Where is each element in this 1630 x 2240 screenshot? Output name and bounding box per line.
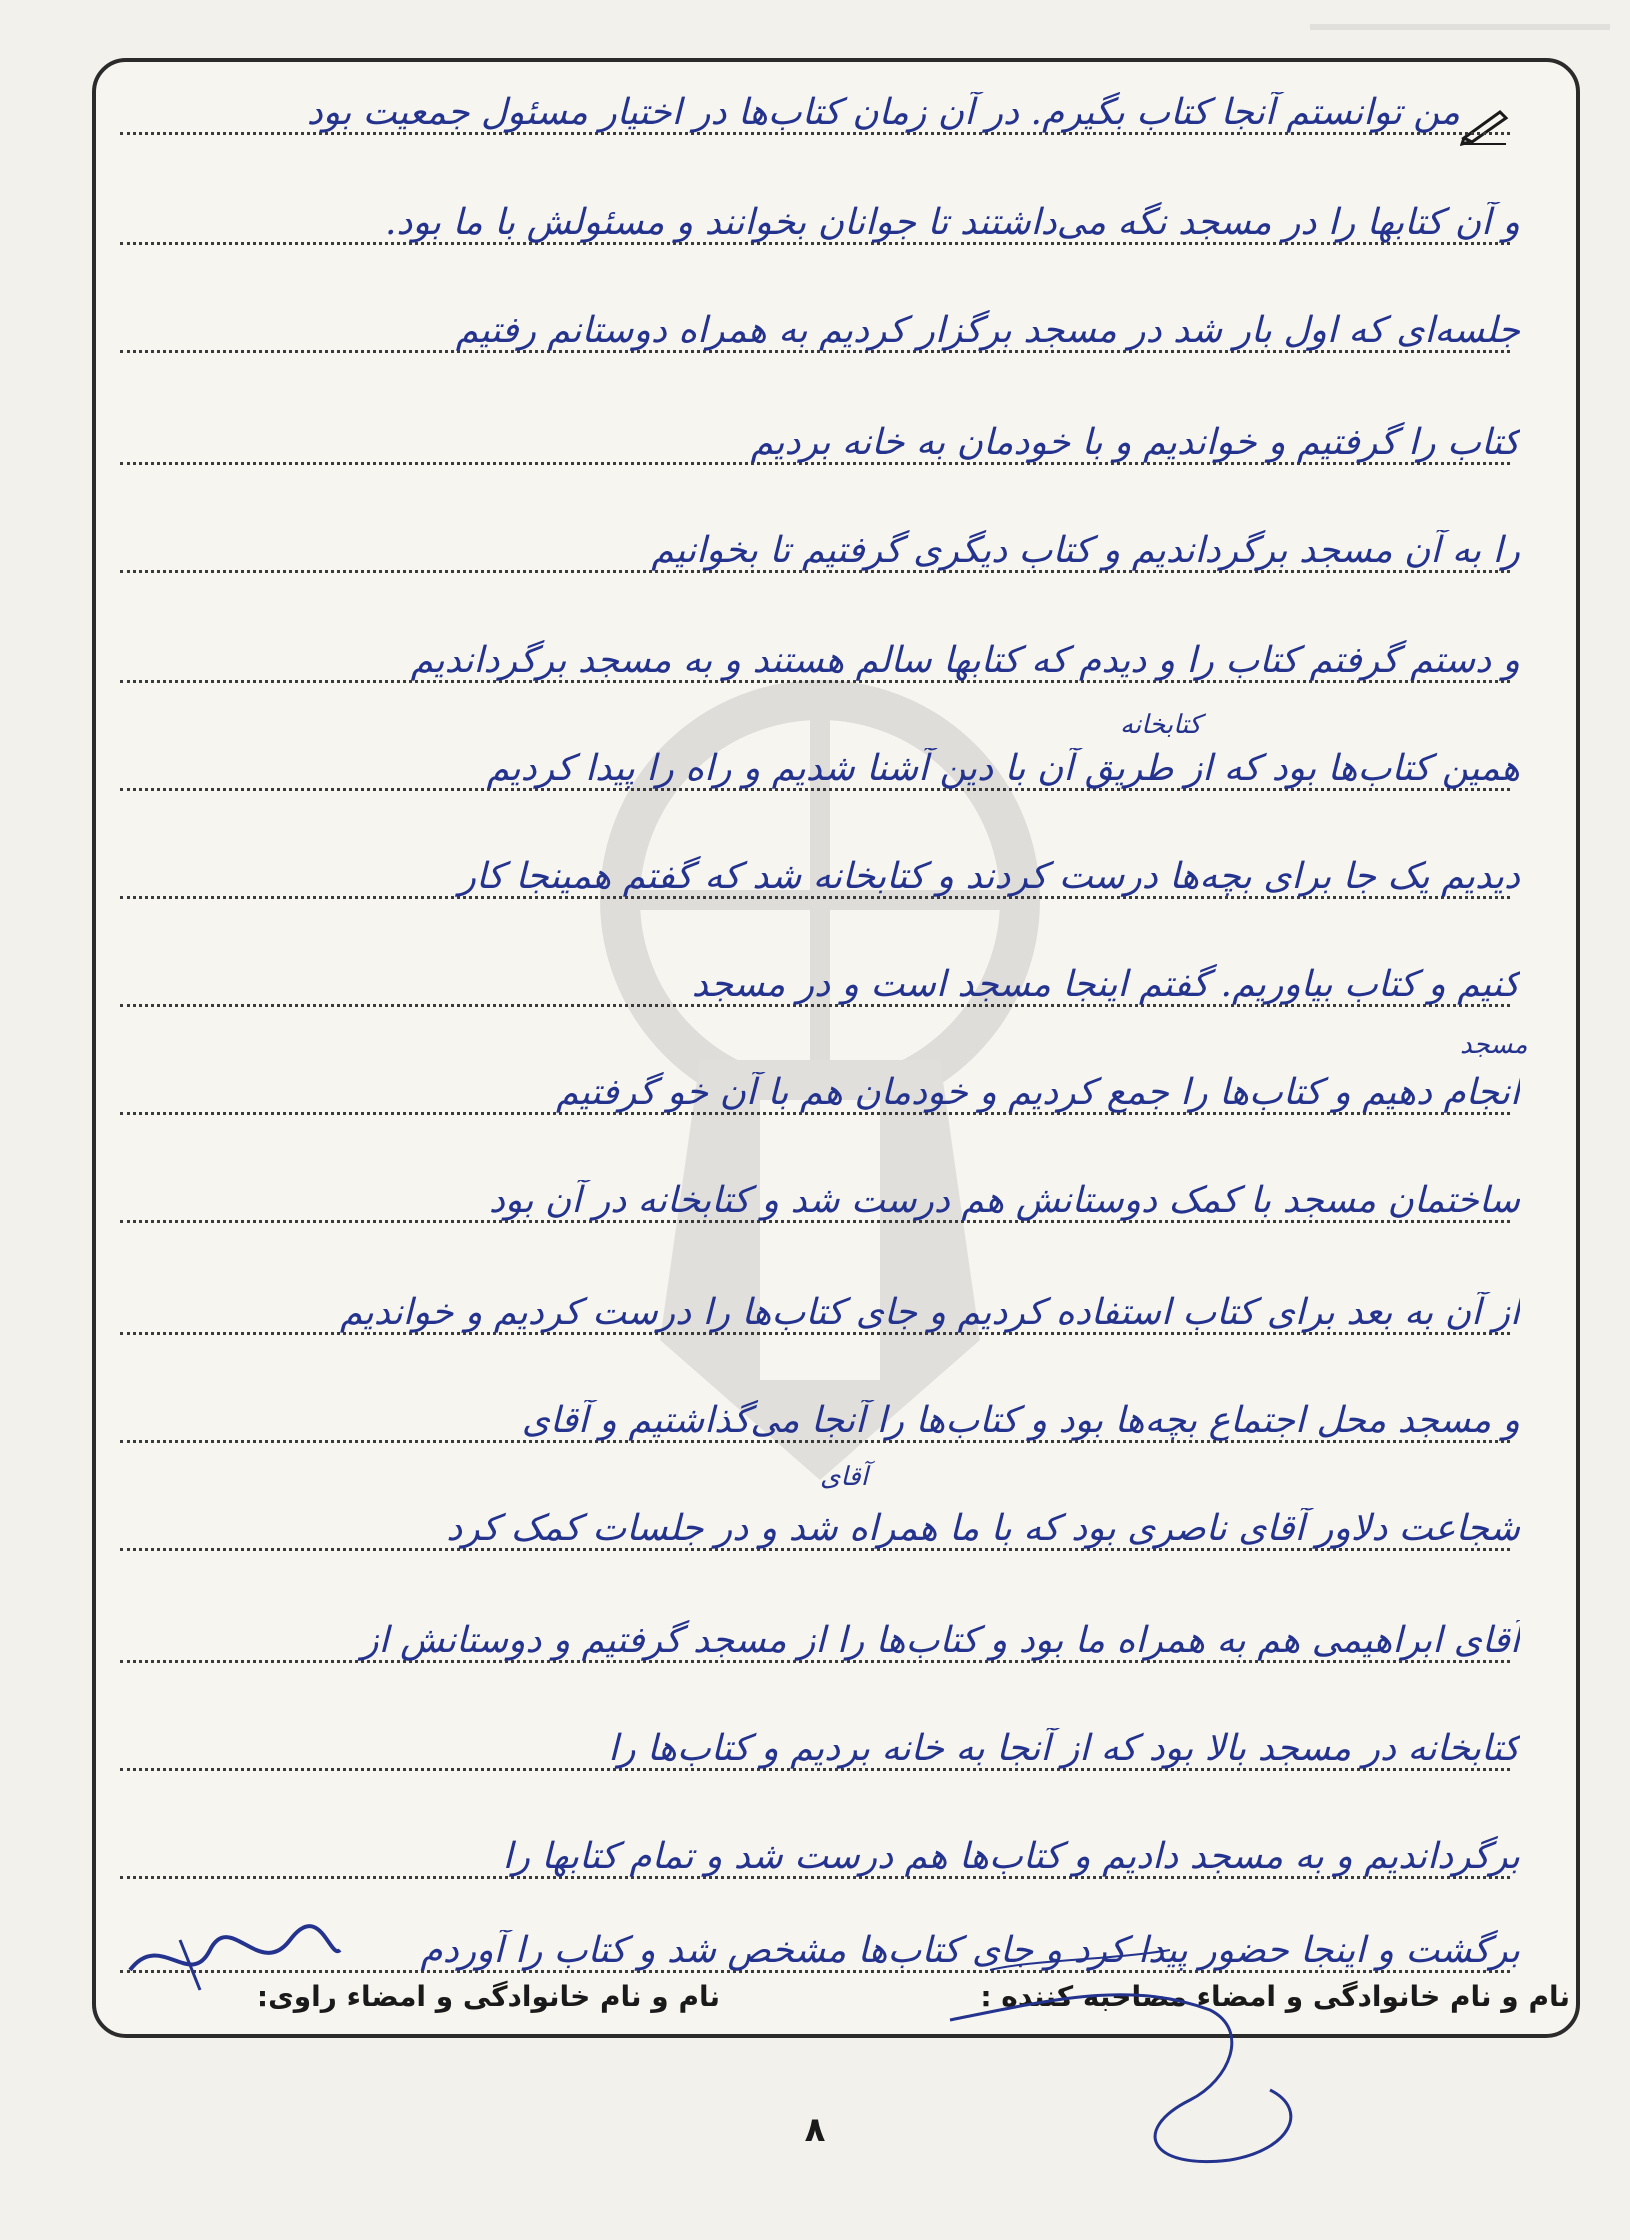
handwritten-line: و مسجد محل اجتماع بچه‌ها بود و کتاب‌ها را آنجا می‌گذاشتیم و آقای bbox=[521, 1400, 1520, 1441]
handwritten-line: دیدیم یک جا برای بچه‌ها درست کردند و کتابخانه شد که گفتم همینجا کار bbox=[458, 856, 1520, 897]
handwritten-line: ساختمان مسجد با کمک دوستانش هم درست شد و کتابخانه در آن بود bbox=[488, 1180, 1520, 1221]
handwritten-line: من توانستم آنجا کتاب بگیرم. در آن زمان کتاب‌ها در اختیار مسئول جمعیت بود bbox=[306, 92, 1460, 133]
handwritten-line: کتاب را گرفتیم و خواندیم و با خودمان به خانه بردیم bbox=[750, 422, 1520, 463]
handwritten-line: برگرداندیم و به مسجد دادیم و کتاب‌ها هم درست شد و تمام کتابها را bbox=[502, 1836, 1520, 1877]
handwritten-line: از آن به بعد برای کتاب استفاده کردیم و جای کتاب‌ها را درست کردیم و خواندیم bbox=[339, 1292, 1520, 1333]
handwritten-line: انجام دهیم و کتاب‌ها را جمع کردیم و خودمان هم با آن خو گرفتیم bbox=[555, 1072, 1520, 1113]
handwritten-body bbox=[120, 70, 1550, 1971]
handwritten-insert: مسجد bbox=[1460, 1030, 1528, 1060]
handwritten-line: همین کتاب‌ها بود که از طریق آن با دین آشنا شدیم و راه را پیدا کردیم bbox=[486, 748, 1520, 789]
handwritten-line: شجاعت دلاور آقای ناصری بود که با ما همراه شد و در جلسات کمک کرد bbox=[446, 1508, 1520, 1549]
handwritten-insert: کتابخانه bbox=[1120, 710, 1202, 740]
page-number: ۸ bbox=[804, 2110, 826, 2150]
faded-header-text bbox=[1300, 10, 1630, 50]
handwritten-insert: آقای bbox=[820, 1462, 868, 1492]
handwritten-line: جلسه‌ای که اول بار شد در مسجد برگزار کردیم به همراه دوستانم رفتیم bbox=[455, 310, 1520, 351]
handwritten-line: کتابخانه در مسجد بالا بود که از آنجا به خانه بردیم و کتاب‌ها را bbox=[608, 1728, 1520, 1769]
narrator-signature-label: نام و نام خانوادگی و امضاء راوی: bbox=[256, 1980, 720, 2013]
handwritten-line: آقای ابراهیمی هم به همراه ما بود و کتاب‌ها را از مسجد گرفتیم و دوستانش از bbox=[361, 1620, 1520, 1661]
narrator-signature bbox=[120, 1920, 350, 2000]
interviewer-signature-label: نام و نام خانوادگی و امضاء مصاحبه کننده : bbox=[980, 1980, 1570, 2013]
handwritten-line: کنیم و کتاب بیاوریم. گفتم اینجا مسجد است و در مسجد bbox=[691, 964, 1520, 1005]
handwritten-line: را به آن مسجد برگرداندیم و کتاب دیگری گرفتیم تا بخوانیم bbox=[651, 530, 1520, 571]
handwritten-line: و دستم گرفتم کتاب را و دیدم که کتابها سالم هستند و به مسجد برگرداندیم bbox=[410, 640, 1520, 681]
handwritten-line: و آن کتابها را در مسجد نگه می‌داشتند تا جوانان بخوانند و مسئولش با ما بود. bbox=[384, 202, 1520, 243]
handwritten-line: برگشت و اینجا حضور پیدا کرد و جای کتاب‌ها مشخص شد و کتاب را آوردم bbox=[420, 1930, 1520, 1971]
pen-icon bbox=[1460, 106, 1510, 146]
